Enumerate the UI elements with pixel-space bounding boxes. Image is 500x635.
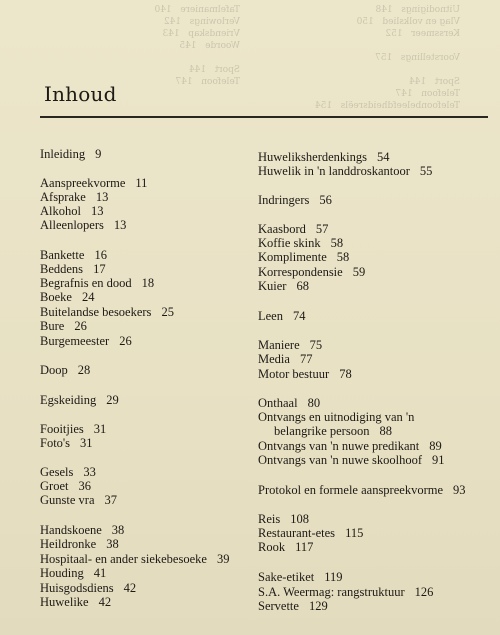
toc-entry (40, 465, 96, 479)
toc-entry (258, 526, 363, 540)
toc-entry-title: Motor bestuur (258, 367, 330, 381)
toc-entry-title: Groet (40, 479, 69, 493)
toc-entry-title: Korrespondensie (258, 265, 343, 279)
toc-entry-page: 93 (453, 483, 466, 497)
toc-entry (40, 334, 132, 348)
toc-entry-title: Onthaal (258, 396, 298, 410)
toc-entry-page: 57 (315, 222, 329, 236)
toc-entry-title: Sake-etiket (258, 570, 315, 584)
toc-entry-title: Bure (40, 319, 65, 333)
toc-entry-title: Huwelik in 'n landdroskantoor (258, 164, 410, 178)
toc-entry (258, 338, 322, 352)
toc-entry-page: 16 (94, 248, 107, 262)
toc-entry (258, 309, 305, 323)
toc-entry-page: 91 (432, 453, 445, 467)
toc-entry-title: Rook (258, 540, 286, 554)
toc-entry-page: 26 (74, 319, 87, 333)
toc-entry (258, 599, 328, 613)
toc-entry (258, 410, 414, 424)
toc-entry (258, 570, 343, 584)
toc-entry (258, 352, 312, 366)
toc-entry-title: Houding (40, 566, 84, 580)
toc-entry (40, 566, 106, 580)
toc-entry-title: Inleiding (40, 147, 86, 161)
toc-entry-title: Leen (258, 309, 283, 323)
toc-entry-continuation (274, 424, 392, 438)
toc-entry-page: 17 (93, 262, 106, 276)
toc-entry-page: 13 (95, 190, 109, 204)
toc-entry-title: Kaasbord (258, 222, 306, 236)
toc-entry-title: Buitelandse besoekers (40, 305, 152, 319)
toc-entry-title: Servette (258, 599, 299, 613)
toc-entry-page: 37 (104, 493, 117, 507)
toc-entry-page: 56 (319, 193, 332, 207)
toc-entry (40, 147, 101, 161)
toc-entry (40, 581, 136, 595)
toc-entry (258, 512, 309, 526)
toc-entry-page: 13 (113, 218, 127, 232)
toc-entry-page: 89 (429, 439, 442, 453)
toc-entry-title: Begrafnis en dood (40, 276, 132, 290)
toc-entry (40, 204, 103, 218)
toc-entry-title: Doop (40, 363, 68, 377)
toc-entry (40, 393, 119, 407)
toc-entry-page: 18 (141, 276, 155, 290)
toc-entry (258, 236, 343, 250)
toc-entry-page: 26 (119, 334, 132, 348)
toc-entry-title: Hospitaal- en ander siekebesoeke (40, 552, 207, 566)
toc-entry (258, 540, 313, 554)
toc-entry-title: Heildronke (40, 537, 97, 551)
toc-entry (258, 483, 466, 497)
toc-entry-title: Huweliksherdenkings (258, 150, 368, 164)
toc-entry-title: Alkohol (40, 204, 81, 218)
toc-entry (258, 453, 445, 467)
toc-entry (258, 585, 433, 599)
toc-entry-page: 28 (77, 363, 91, 377)
toc-entry-page: 119 (324, 570, 343, 584)
toc-entry-page: 88 (379, 424, 392, 438)
toc-entry (40, 523, 124, 537)
toc-entry-title: Bankette (40, 248, 85, 262)
toc-entry (258, 150, 390, 164)
toc-entry-page: 75 (309, 338, 323, 352)
toc-entry (258, 250, 349, 264)
toc-entry-page: 31 (93, 422, 107, 436)
toc-entry-title: Fooitjies (40, 422, 84, 436)
toc-entry-page: 78 (339, 367, 352, 381)
toc-entry-title: Restaurant-etes (258, 526, 336, 540)
toc-entry (40, 436, 93, 450)
toc-entry (40, 218, 126, 232)
toc-entry-page: 42 (98, 595, 112, 609)
toc-entry-page: 9 (95, 147, 102, 161)
toc-entry-title: Maniere (258, 338, 300, 352)
toc-entry-title: Kuier (258, 279, 287, 293)
title-divider (40, 116, 488, 118)
toc-entry (258, 439, 442, 453)
toc-entry (40, 479, 91, 493)
toc-entry-title: Beddens (40, 262, 84, 276)
toc-entry (258, 279, 309, 293)
toc-entry-page: 77 (299, 352, 313, 366)
show-through-text: Uitnodigings 148 Vlag en volkslied 150 Kerssmeer 152 Voorstellings 157 Sport 144 Telefoon 147 Telefoonbeleefdheidsreëls 154 Tafelmaniere 140 Verlowings 142 Vriendskap 143 Woorde 145 Sport 144 Telefoon 147 (154, 5, 460, 111)
toc-entry-title: Foto's (40, 436, 71, 450)
toc-entry-title: Aanspreekvorme (40, 176, 126, 190)
toc-entry-page: 126 (414, 585, 434, 599)
toc-entry-title: Komplimente (258, 250, 327, 264)
toc-entry-page: 108 (290, 512, 309, 526)
toc-entry-page: 115 (345, 526, 364, 540)
page-title: Inhoud (44, 82, 117, 106)
toc-entry (40, 422, 106, 436)
toc-entry-title: Protokol en formele aanspreekvorme (258, 483, 444, 497)
toc-entry (258, 193, 332, 207)
toc-entry-title: Afsprake (40, 190, 86, 204)
toc-entry-page: 58 (330, 236, 344, 250)
toc-entry-title: belangrike persoon (274, 424, 370, 438)
toc-entry (40, 493, 117, 507)
toc-entry (258, 222, 328, 236)
toc-entry (40, 176, 147, 190)
toc-entry-page: 38 (106, 537, 119, 551)
toc-entry (40, 305, 174, 319)
toc-entry-page: 24 (81, 290, 95, 304)
toc-entry-page: 129 (308, 599, 328, 613)
toc-entry-title: Media (258, 352, 290, 366)
toc-entry-page: 74 (292, 309, 306, 323)
toc-entry (40, 276, 154, 290)
toc-entry (40, 595, 111, 609)
toc-entry (258, 164, 432, 178)
toc-entry (40, 552, 229, 566)
toc-entry (258, 265, 365, 279)
toc-entry-title: Alleenlopers (40, 218, 104, 232)
toc-entry-page: 59 (352, 265, 366, 279)
toc-entry-title: Gesels (40, 465, 74, 479)
toc-entry-page: 25 (161, 305, 174, 319)
toc-entry-title: Ontvangs van 'n nuwe predikant (258, 439, 420, 453)
toc-entry-title: Gunste vra (40, 493, 95, 507)
toc-entry-page: 58 (336, 250, 350, 264)
toc-entry-title: Koffie skink (258, 236, 321, 250)
toc-entry-page: 36 (78, 479, 91, 493)
toc-entry (40, 262, 106, 276)
toc-entry-page: 33 (83, 465, 96, 479)
toc-entry-title: Handskoene (40, 523, 102, 537)
toc-entry-page: 31 (80, 436, 93, 450)
toc-entry-page: 41 (93, 566, 107, 580)
toc-entry-title: Burgemeester (40, 334, 110, 348)
toc-entry-title: Ontvangs en uitnodiging van 'n (258, 410, 415, 424)
toc-entry-page: 39 (216, 552, 230, 566)
toc-entry (40, 363, 90, 377)
toc-entry-page: 80 (307, 396, 321, 410)
toc-entry-title: Egskeiding (40, 393, 97, 407)
toc-entry-title: Boeke (40, 290, 72, 304)
toc-entry-title: S.A. Weermag: rangstruktuur (258, 585, 405, 599)
toc-entry-page: 29 (106, 393, 119, 407)
toc-entry-title: Ontvangs van 'n nuwe skoolhoof (258, 453, 423, 467)
toc-entry-page: 42 (123, 581, 137, 595)
toc-entry-page: 38 (111, 523, 125, 537)
toc-entry-title: Huisgodsdiens (40, 581, 114, 595)
toc-entry (40, 537, 119, 551)
toc-entry-page: 55 (419, 164, 433, 178)
toc-entry-title: Reis (258, 512, 281, 526)
toc-entry (40, 290, 94, 304)
toc-entry-title: Huwelike (40, 595, 89, 609)
toc-entry (258, 367, 352, 381)
toc-entry-title: Indringers (258, 193, 310, 207)
toc-entry-page: 54 (377, 150, 390, 164)
toc-entry-page: 11 (135, 176, 148, 190)
toc-entry (258, 396, 320, 410)
toc-entry (40, 190, 108, 204)
toc-entry (40, 248, 107, 262)
toc-entry-page: 13 (90, 204, 104, 218)
toc-entry-page: 68 (296, 279, 309, 293)
toc-entry-page: 117 (295, 540, 314, 554)
toc-entry (40, 319, 87, 333)
